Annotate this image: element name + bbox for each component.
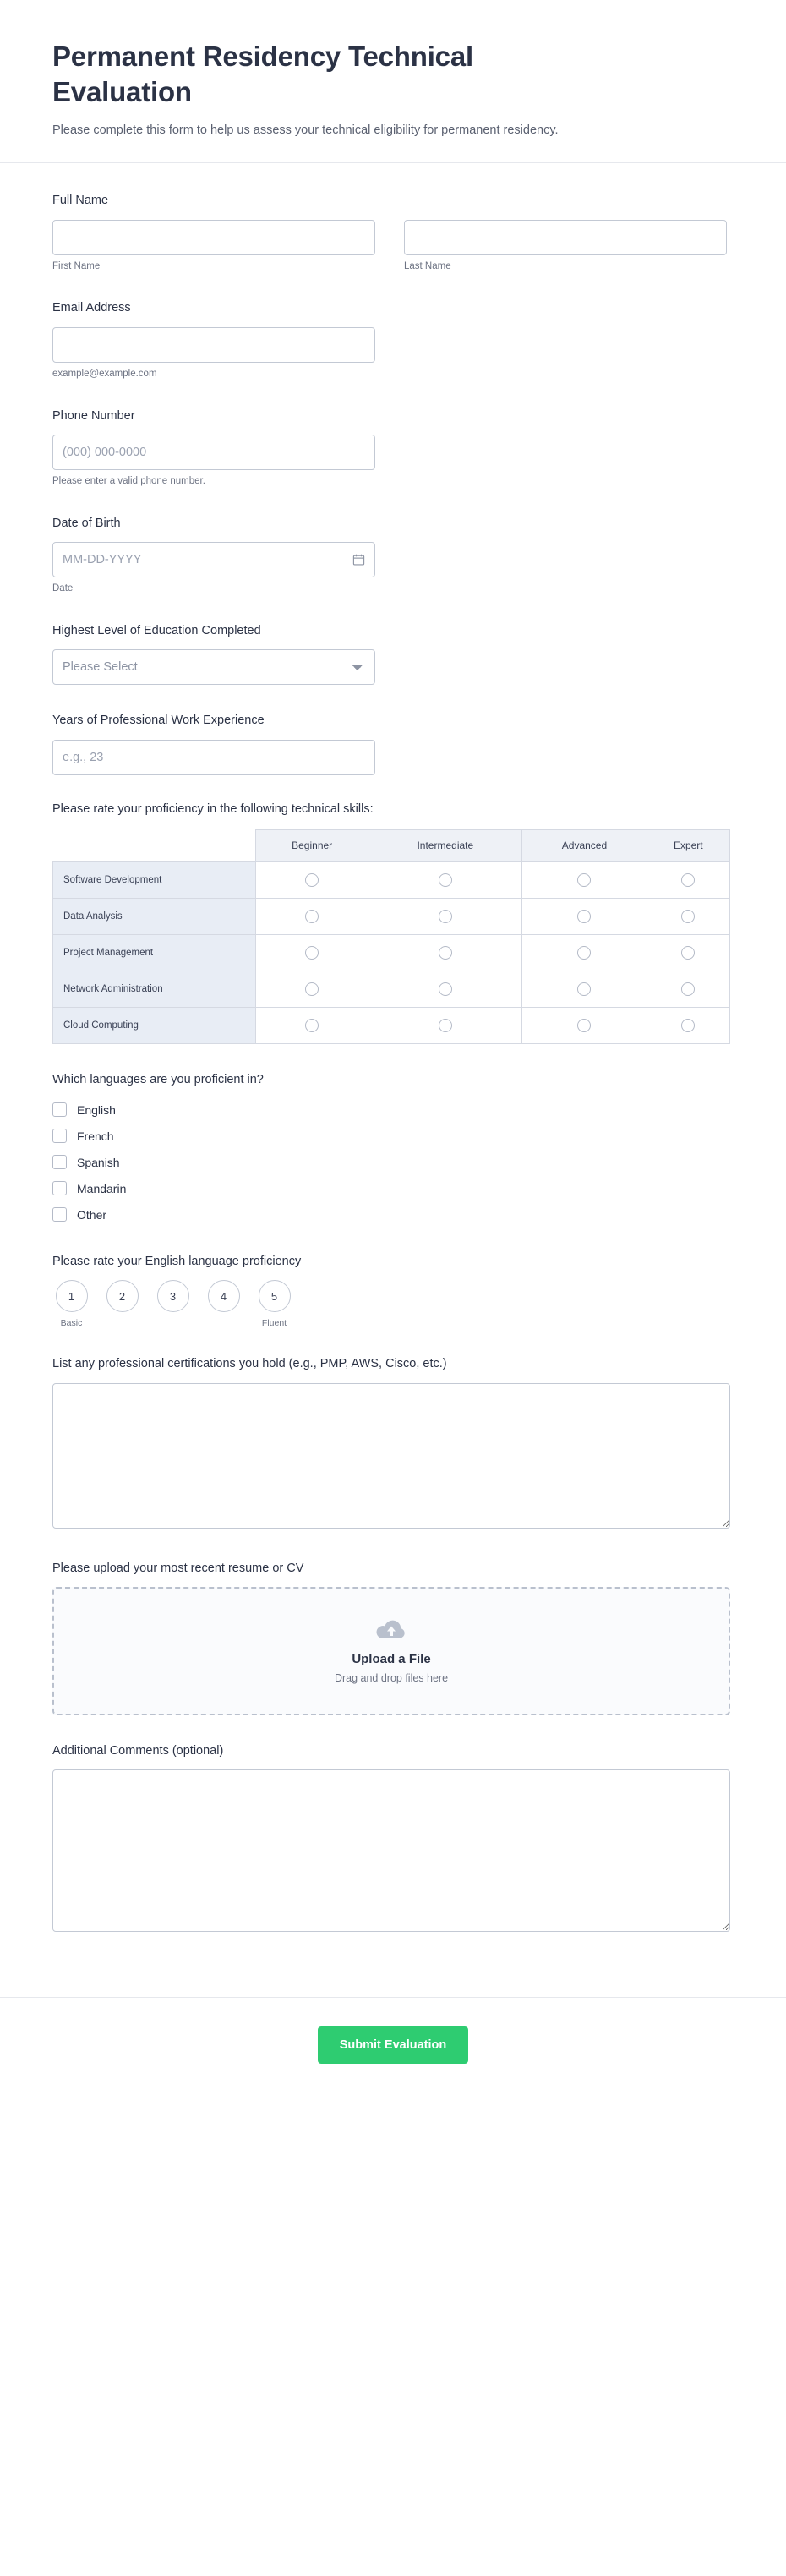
radio-beginner[interactable] xyxy=(305,1019,319,1032)
checkbox-label: Mandarin xyxy=(77,1181,127,1195)
scale-circle[interactable]: 1 xyxy=(56,1280,88,1312)
matrix-column-expert: Expert xyxy=(647,829,729,861)
full-name-field xyxy=(52,192,734,272)
phone-label: Phone Number xyxy=(52,408,135,423)
languages-field xyxy=(52,1071,734,1226)
full-name-label: Full Name xyxy=(52,194,109,208)
scale-option-4[interactable] xyxy=(205,1280,243,1312)
calendar-icon[interactable] xyxy=(352,554,365,566)
additional-comments-textarea[interactable] xyxy=(52,1769,730,1932)
table-header-row xyxy=(53,829,730,861)
education-label: Highest Level of Education Completed xyxy=(52,624,261,638)
list-item[interactable] xyxy=(52,1124,734,1147)
scale-circle[interactable]: 4 xyxy=(208,1280,240,1312)
table-row xyxy=(53,971,730,1007)
radio-advanced[interactable] xyxy=(577,946,591,960)
date-of-birth-input[interactable] xyxy=(52,542,375,577)
email-input[interactable] xyxy=(52,327,375,363)
skills-matrix-table xyxy=(52,829,730,1044)
email-field xyxy=(52,299,734,380)
matrix-cell[interactable] xyxy=(522,934,647,971)
education-select[interactable] xyxy=(52,649,375,685)
matrix-row-label: Software Development xyxy=(53,861,256,898)
matrix-cell[interactable] xyxy=(522,861,647,898)
radio-beginner[interactable] xyxy=(305,982,319,996)
radio-intermediate[interactable] xyxy=(439,910,452,923)
full-name-row xyxy=(52,220,734,273)
radio-intermediate[interactable] xyxy=(439,946,452,960)
list-item[interactable] xyxy=(52,1151,734,1173)
matrix-cell[interactable] xyxy=(256,1007,368,1043)
checkbox-spanish[interactable] xyxy=(52,1155,67,1169)
first-name-sublabel: First Name xyxy=(52,260,101,271)
list-item[interactable] xyxy=(52,1177,734,1200)
matrix-cell[interactable] xyxy=(522,898,647,934)
table-row xyxy=(53,861,730,898)
matrix-cell[interactable] xyxy=(256,861,368,898)
matrix-cell[interactable] xyxy=(647,1007,729,1043)
checkbox-french[interactable] xyxy=(52,1129,67,1143)
matrix-cell[interactable] xyxy=(368,934,522,971)
matrix-cell[interactable] xyxy=(368,971,522,1007)
scale-left-caption: Basic xyxy=(60,1318,83,1329)
english-proficiency-scale xyxy=(52,1280,734,1328)
radio-intermediate[interactable] xyxy=(439,1019,452,1032)
checkbox-label: English xyxy=(77,1102,116,1117)
additional-comments-field xyxy=(52,1742,734,1936)
english-proficiency-label: Please rate your English language proficiency xyxy=(52,1255,302,1269)
resume-upload-label: Please upload your most recent resume or CV xyxy=(52,1561,304,1575)
experience-field xyxy=(52,712,734,774)
education-field xyxy=(52,622,734,685)
experience-input[interactable] xyxy=(52,740,375,775)
form-footer xyxy=(0,1997,786,2106)
matrix-cell[interactable] xyxy=(522,1007,647,1043)
matrix-column-intermediate: Intermediate xyxy=(368,829,522,861)
email-sublabel: example@example.com xyxy=(52,368,157,379)
radio-advanced[interactable] xyxy=(577,982,591,996)
checkbox-label: Spanish xyxy=(77,1155,120,1169)
scale-circle[interactable]: 2 xyxy=(106,1280,139,1312)
matrix-cell[interactable] xyxy=(256,898,368,934)
matrix-cell[interactable] xyxy=(368,861,522,898)
certifications-field xyxy=(52,1355,734,1532)
last-name-input[interactable] xyxy=(404,220,727,255)
certifications-textarea[interactable] xyxy=(52,1383,730,1529)
radio-expert[interactable] xyxy=(681,946,695,960)
form-body xyxy=(0,163,786,1972)
matrix-cell[interactable] xyxy=(647,971,729,1007)
matrix-corner-cell xyxy=(53,829,256,861)
date-of-birth-sublabel: Date xyxy=(52,583,74,594)
radio-intermediate[interactable] xyxy=(439,873,452,887)
phone-field xyxy=(52,407,734,488)
date-input-wrapper xyxy=(52,542,375,577)
radio-expert[interactable] xyxy=(681,873,695,887)
form-header xyxy=(0,0,786,163)
radio-expert[interactable] xyxy=(681,910,695,923)
phone-sublabel: Please enter a valid phone number. xyxy=(52,475,205,486)
table-row xyxy=(53,1007,730,1043)
matrix-cell[interactable] xyxy=(256,934,368,971)
upload-subtitle: Drag and drop files here xyxy=(334,1671,449,1684)
checkbox-label: Other xyxy=(77,1207,107,1222)
certifications-label: List any professional certifications you hold (e.g., PMP, AWS, Cisco, etc.) xyxy=(52,1357,447,1371)
matrix-row-label: Project Management xyxy=(53,934,256,971)
scale-circle[interactable]: 3 xyxy=(157,1280,189,1312)
first-name-column xyxy=(52,220,375,273)
matrix-cell[interactable] xyxy=(647,934,729,971)
last-name-column xyxy=(404,220,727,273)
radio-expert[interactable] xyxy=(681,1019,695,1032)
scale-option-3[interactable] xyxy=(154,1280,192,1312)
radio-beginner[interactable] xyxy=(305,873,319,887)
matrix-row-label: Data Analysis xyxy=(53,898,256,934)
last-name-sublabel: Last Name xyxy=(404,260,451,271)
upload-title: Upload a File xyxy=(352,1651,431,1666)
checkbox-label: French xyxy=(77,1129,114,1143)
radio-beginner[interactable] xyxy=(305,946,319,960)
matrix-cell[interactable] xyxy=(368,898,522,934)
list-item[interactable] xyxy=(52,1098,734,1121)
english-proficiency-field xyxy=(52,1253,734,1328)
radio-advanced[interactable] xyxy=(577,910,591,923)
languages-checkbox-list xyxy=(52,1098,734,1226)
radio-expert[interactable] xyxy=(681,982,695,996)
table-row xyxy=(53,934,730,971)
matrix-column-beginner: Beginner xyxy=(256,829,368,861)
email-label: Email Address xyxy=(52,301,131,315)
phone-input[interactable] xyxy=(52,435,375,470)
scale-option-1[interactable] xyxy=(52,1280,90,1328)
resume-upload-field xyxy=(52,1560,734,1715)
scale-right-caption: Fluent xyxy=(261,1318,287,1329)
date-of-birth-label: Date of Birth xyxy=(52,516,121,530)
cloud-upload-icon xyxy=(374,1618,408,1643)
matrix-cell[interactable] xyxy=(368,1007,522,1043)
skills-matrix-label: Please rate your proficiency in the following technical skills: xyxy=(52,801,374,816)
additional-comments-label: Additional Comments (optional) xyxy=(52,1743,224,1758)
checkbox-other[interactable] xyxy=(52,1207,67,1222)
file-upload-dropzone[interactable] xyxy=(52,1587,730,1715)
first-name-input[interactable] xyxy=(52,220,375,255)
languages-label: Which languages are you proficient in? xyxy=(52,1072,264,1086)
matrix-row-label: Cloud Computing xyxy=(53,1007,256,1043)
radio-intermediate[interactable] xyxy=(439,982,452,996)
matrix-row-label: Network Administration xyxy=(53,971,256,1007)
radio-advanced[interactable] xyxy=(577,873,591,887)
matrix-cell[interactable] xyxy=(256,971,368,1007)
date-of-birth-field xyxy=(52,515,734,595)
experience-label: Years of Professional Work Experience xyxy=(52,714,265,728)
radio-beginner[interactable] xyxy=(305,910,319,923)
skills-matrix-field xyxy=(52,802,734,1044)
scale-option-5[interactable] xyxy=(255,1280,293,1328)
matrix-cell[interactable] xyxy=(647,861,729,898)
submit-button[interactable]: Submit Evaluation xyxy=(318,2026,469,2064)
list-item[interactable] xyxy=(52,1203,734,1226)
form-subtitle: Please complete this form to help us assess your technical eligibility for permanent residency. xyxy=(52,123,559,138)
matrix-cell[interactable] xyxy=(522,971,647,1007)
matrix-column-advanced: Advanced xyxy=(522,829,647,861)
page-title: Permanent Residency Technical Evaluation xyxy=(52,41,473,108)
checkbox-mandarin[interactable] xyxy=(52,1181,67,1195)
scale-option-2[interactable] xyxy=(103,1280,141,1312)
checkbox-english[interactable] xyxy=(52,1102,67,1117)
table-row xyxy=(53,898,730,934)
scale-circle[interactable]: 5 xyxy=(259,1280,291,1312)
matrix-cell[interactable] xyxy=(647,898,729,934)
radio-advanced[interactable] xyxy=(577,1019,591,1032)
